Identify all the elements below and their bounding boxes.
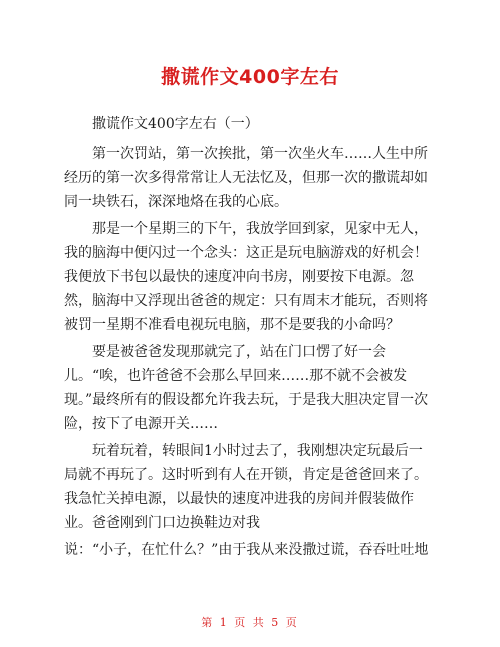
paragraph-continuation: 说：“小子，在忙什么？”由于我从来没撒过谎，吞吞吐吐地 (64, 542, 429, 558)
paragraph: 第一次罚站，第一次挨批，第一次坐火车……人生中所经历的第一次多得常常让人无法忆及，但那一次的撒谎却如同一块铁石，深深地烙在我的心底。 (64, 146, 428, 210)
page-number-footer: 第 1 页 共 5 页 (201, 616, 299, 629)
document-title: 撒谎作文400字左右 (161, 66, 339, 88)
paragraph: 那是一个星期三的下午，我放学回到家，见家中无人，我的脑海中便闪过一个念头：这正是玩电脑游戏的好机会！我便放下书包以最快的速度冲向书房，刚要按下电源。忽然，脑海中又浮现出爸爸的规定：只有周末才能玩，否则将被罚一星期不准看电视玩电脑，那不是要我的小命吗？ (64, 221, 428, 333)
document-body (64, 112, 434, 565)
paragraph: 玩着玩着，转眼间1小时过去了，我刚想决定玩最后一局就不再玩了。这时听到有人在开锁，肯定是爸爸回来了。我急忙关掉电源，以最快的速度冲进我的房间并假装做作业。爸爸刚到门口边换鞋边对我 (64, 443, 428, 531)
section-subheading: 撒谎作文400字左右（一） (92, 116, 259, 132)
paragraph: 要是被爸爸发现那就完了，站在门口愣了好一会儿。“唉，也许爸爸不会那么早回来……那不就不会被发现。”最终所有的假设都允许我去玩，于是我大胆决定冒一次险，按下了电源开关…… (64, 344, 429, 432)
